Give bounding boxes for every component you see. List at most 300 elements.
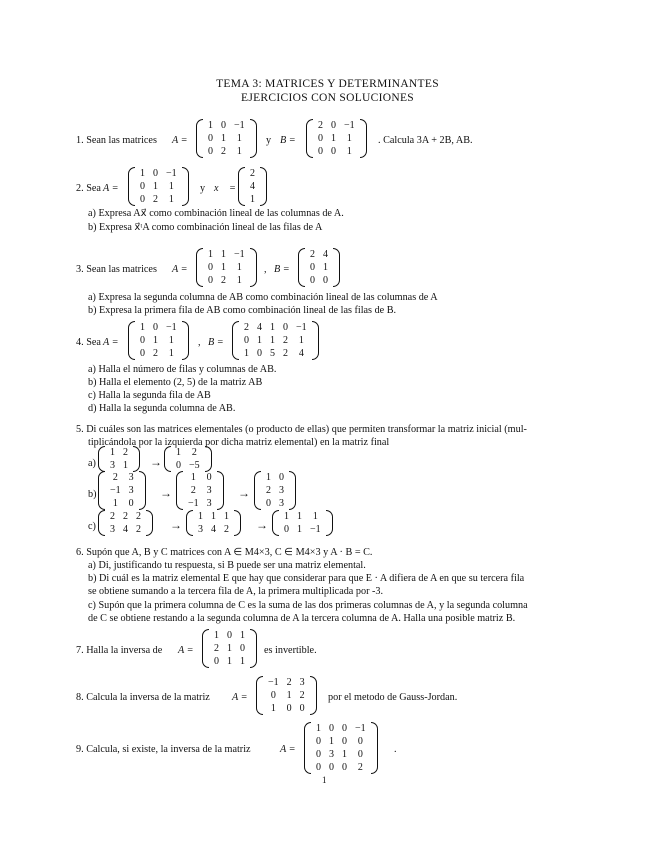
ex1-task: . Calcula 3A + 2B, AB. [378, 135, 473, 146]
matrix-entry: 4 [298, 348, 304, 359]
matrix-entry: 2 [123, 511, 128, 522]
ex7-matrix-a [202, 629, 257, 668]
ex5-statement-line2: tiplicándola por la izquierda por dicha matriz elemental) en la matriz final [88, 437, 390, 448]
matrix-entry: −1 [188, 498, 199, 509]
matrix-row [262, 484, 288, 497]
right-paren [289, 471, 296, 510]
matrix-row [204, 132, 249, 145]
left-paren [298, 248, 305, 287]
ex6-part-b-line1: b) Di cuál es la matriz elemental E que hay que considerar para que E · A difiera de A en que su tercera fila [88, 573, 525, 584]
matrix-grid [240, 321, 311, 360]
matrix-entry: 0 [153, 168, 158, 179]
matrix-entry: 0 [153, 322, 158, 333]
matrix-entry: 3 [206, 498, 212, 509]
matrix-entry: 0 [206, 472, 212, 483]
ex2-and: y [200, 183, 206, 194]
matrix-entry: 1 [316, 723, 321, 734]
ex5-b-initial-matrix [98, 471, 146, 510]
ex2-matrix-a [128, 167, 189, 206]
right-paren [333, 248, 340, 287]
matrix-entry: −1 [355, 723, 366, 734]
matrix-entry: 3 [110, 460, 115, 471]
matrix-entry: 0 [266, 498, 271, 509]
right-paren [312, 321, 319, 360]
matrix-entry: 0 [299, 703, 305, 714]
right-paren [234, 510, 241, 536]
ex6-statement: 6. Supón que A, B y C matrices con A ∈ M4×3, C ∈ M4×3 y A · B = C. [76, 547, 373, 558]
matrix-grid [314, 119, 359, 158]
ex2-part-b: b) Expresa x⃗ᵗA como combinación lineal de las filas de A [88, 222, 323, 233]
ex5-c-middle-matrix [186, 510, 241, 536]
matrix-entry: 2 [112, 472, 118, 483]
ex4-b-label: B = [208, 337, 224, 348]
ex8-a-label: A = [232, 692, 248, 703]
left-paren [196, 119, 203, 158]
matrix-entry: 1 [270, 322, 275, 333]
matrix-entry: 2 [224, 524, 229, 535]
matrix-entry: 2 [318, 120, 323, 131]
matrix-entry: 1 [329, 736, 334, 747]
matrix-entry: 1 [236, 133, 242, 144]
matrix-row [240, 347, 311, 360]
ex3-a-label: A = [172, 264, 188, 275]
matrix-entry: 2 [283, 335, 288, 346]
matrix-entry: 0 [257, 348, 262, 359]
left-paren [254, 471, 261, 510]
matrix-grid [106, 446, 132, 472]
matrix-row [280, 523, 325, 536]
matrix-entry: 2 [191, 447, 197, 458]
matrix-entry: 1 [331, 133, 336, 144]
right-paren [371, 722, 378, 774]
matrix-entry: 1 [198, 511, 203, 522]
left-paren [238, 167, 245, 206]
matrix-entry: 0 [310, 275, 315, 286]
matrix-grid [136, 321, 181, 360]
ex4-intro: 4. Sea [76, 337, 101, 348]
ex6-part-c-line2: de C se obtiene restando a la segunda columna de A la tercera columna de A. Halla una posible matriz B. [88, 613, 516, 624]
matrix-entry: 2 [214, 643, 219, 654]
matrix-entry: 0 [227, 630, 232, 641]
ex1-a-label: A = [172, 135, 188, 146]
matrix-entry: 1 [168, 348, 174, 359]
ex5-a-initial-matrix [98, 446, 140, 472]
ex5-c-final-matrix [272, 510, 333, 536]
ex3-intro: 3. Sean las matrices [76, 264, 157, 275]
matrix-entry: 1 [221, 262, 226, 273]
matrix-row [264, 702, 309, 715]
matrix-grid [184, 471, 216, 510]
matrix-entry: 0 [208, 146, 213, 157]
left-paren [98, 446, 105, 472]
matrix-entry: 4 [323, 249, 328, 260]
ex9-a-label: A = [280, 744, 296, 755]
matrix-grid [204, 119, 249, 158]
matrix-entry: 0 [244, 335, 249, 346]
ex9-period: . [394, 744, 397, 755]
matrix-entry: 0 [221, 120, 226, 131]
matrix-entry: 1 [323, 262, 328, 273]
matrix-row [172, 446, 204, 459]
matrix-row [210, 642, 249, 655]
matrix-entry: 0 [284, 524, 289, 535]
matrix-entry: 1 [140, 322, 145, 333]
matrix-row [312, 735, 370, 748]
right-paren [250, 119, 257, 158]
matrix-entry: 0 [208, 133, 213, 144]
right-paren [139, 471, 146, 510]
ex8-intro: 8. Calcula la inversa de la matriz [76, 692, 210, 703]
matrix-row [306, 261, 332, 274]
right-paren [250, 248, 257, 287]
matrix-row [204, 145, 249, 158]
matrix-grid [136, 167, 181, 206]
matrix-row [194, 510, 233, 523]
matrix-entry: 2 [221, 146, 226, 157]
matrix-grid [172, 446, 204, 472]
matrix-entry: −1 [296, 322, 307, 333]
matrix-entry: 2 [110, 511, 115, 522]
ex5-c-arrow-2: → [256, 518, 268, 532]
matrix-entry: 3 [329, 749, 334, 760]
matrix-entry: 3 [279, 498, 284, 509]
matrix-row [204, 119, 249, 132]
matrix-entry: 2 [299, 690, 305, 701]
matrix-row [106, 523, 145, 536]
matrix-entry: 1 [240, 630, 245, 641]
matrix-entry: −1 [110, 485, 121, 496]
ex4-a-label: A = [103, 337, 119, 348]
matrix-entry: −1 [310, 524, 321, 535]
matrix-entry: 3 [110, 524, 115, 535]
left-paren [176, 471, 183, 510]
matrix-row [136, 193, 181, 206]
matrix-entry: 0 [176, 460, 181, 471]
matrix-row [106, 510, 145, 523]
matrix-entry: 3 [206, 485, 212, 496]
ex7-task: es invertible. [264, 645, 317, 656]
ex8-matrix-a [256, 676, 317, 715]
ex5-statement-line1: 5. Di cuáles son las matrices elementales (o producto de ellas) que permiten transformar la matriz inicial (mul- [76, 424, 527, 435]
right-paren [133, 446, 140, 472]
right-paren [182, 321, 189, 360]
matrix-entry: 3 [299, 677, 305, 688]
matrix-entry: −1 [166, 322, 177, 333]
matrix-entry: −1 [234, 120, 245, 131]
matrix-row [106, 471, 138, 484]
matrix-entry: 0 [331, 120, 336, 131]
matrix-entry: 2 [153, 348, 158, 359]
matrix-entry: 0 [140, 181, 145, 192]
matrix-entry: 1 [221, 249, 226, 260]
matrix-row [262, 471, 288, 484]
left-paren [164, 446, 171, 472]
matrix-row [106, 497, 138, 510]
left-paren [306, 119, 313, 158]
left-paren [196, 248, 203, 287]
matrix-entry: 2 [136, 524, 141, 535]
matrix-entry: 0 [270, 690, 276, 701]
matrix-entry: 0 [316, 762, 321, 773]
ex6-part-a: a) Di, justificando tu respuesta, si B puede ser una matriz elemental. [88, 560, 366, 571]
matrix-row [246, 180, 259, 193]
matrix-entry: 0 [310, 262, 315, 273]
ex4-matrix-a [128, 321, 189, 360]
matrix-entry: 1 [286, 690, 292, 701]
ex3-part-a: a) Expresa la segunda columna de AB como combinación lineal de las columnas de A [88, 292, 438, 303]
matrix-entry: 0 [140, 335, 145, 346]
ex2-x-label: x⃗ = [214, 183, 236, 194]
matrix-grid [246, 167, 259, 206]
matrix-grid [194, 510, 233, 536]
left-paren [202, 629, 209, 668]
matrix-entry: 0 [329, 723, 334, 734]
matrix-entry: 1 [270, 335, 275, 346]
matrix-row [136, 347, 181, 360]
matrix-entry: 0 [342, 723, 347, 734]
matrix-entry: 0 [240, 643, 245, 654]
right-paren [260, 167, 267, 206]
left-paren [98, 510, 105, 536]
matrix-entry: 2 [136, 511, 141, 522]
ex7-intro: 7. Halla la inversa de [76, 645, 163, 656]
matrix-row [184, 471, 216, 484]
ex1-intro: 1. Sean las matrices [76, 135, 157, 146]
left-paren [272, 510, 279, 536]
matrix-entry: 1 [236, 275, 242, 286]
left-paren [128, 167, 135, 206]
ex8-task: por el metodo de Gauss-Jordan. [328, 692, 458, 703]
matrix-row [106, 484, 138, 497]
matrix-row [246, 167, 259, 180]
matrix-row [210, 655, 249, 668]
matrix-row [106, 446, 132, 459]
ex5-b-final-matrix [254, 471, 296, 510]
matrix-entry: 2 [250, 168, 255, 179]
matrix-grid [312, 722, 370, 774]
matrix-entry: 0 [316, 749, 321, 760]
matrix-row [306, 248, 332, 261]
matrix-grid [262, 471, 288, 510]
matrix-entry: 0 [140, 348, 145, 359]
matrix-entry: 1 [297, 524, 302, 535]
matrix-entry: 1 [236, 262, 242, 273]
ex9-matrix-a [304, 722, 378, 774]
right-paren [310, 676, 317, 715]
ex4-part-c: c) Halla la segunda fila de AB [88, 390, 211, 401]
matrix-row [280, 510, 325, 523]
ex4-matrix-b [232, 321, 319, 360]
ex6-part-b-line2: se obtiene sumando a la tercera fila de A, la primera multiplicada por -3. [88, 586, 384, 597]
matrix-row [210, 629, 249, 642]
matrix-row [204, 248, 249, 261]
matrix-entry: 2 [283, 348, 288, 359]
matrix-row [204, 274, 249, 287]
matrix-row [136, 180, 181, 193]
matrix-entry: 1 [123, 460, 128, 471]
ex5-c-arrow-1: → [170, 518, 182, 532]
matrix-entry: 1 [153, 335, 158, 346]
matrix-entry: 1 [227, 643, 232, 654]
matrix-entry: −1 [166, 168, 177, 179]
matrix-entry: 3 [198, 524, 203, 535]
matrix-grid [210, 629, 249, 668]
matrix-entry: −1 [344, 120, 355, 131]
matrix-entry: 1 [190, 472, 196, 483]
matrix-entry: 1 [211, 511, 216, 522]
ex5-b-arrow-1: → [160, 486, 172, 500]
matrix-entry: 0 [331, 146, 336, 157]
matrix-entry: 1 [346, 146, 352, 157]
matrix-entry: 1 [208, 120, 213, 131]
matrix-row [136, 334, 181, 347]
ex5-a-arrow: → [150, 455, 162, 469]
left-paren [256, 676, 263, 715]
matrix-row [240, 321, 311, 334]
matrix-entry: 2 [310, 249, 315, 260]
matrix-entry: 1 [214, 630, 219, 641]
matrix-row [240, 334, 311, 347]
matrix-row [262, 497, 288, 510]
ex2-vector-x [238, 167, 267, 206]
left-paren [186, 510, 193, 536]
left-paren [98, 471, 105, 510]
ex5-c-initial-matrix [98, 510, 153, 536]
matrix-entry: 1 [153, 181, 158, 192]
matrix-entry: 1 [266, 472, 271, 483]
ex3-matrix-a [196, 248, 257, 287]
matrix-entry: 0 [208, 275, 213, 286]
matrix-row [314, 132, 359, 145]
matrix-entry: 4 [250, 181, 255, 192]
matrix-grid [306, 248, 332, 287]
right-paren [360, 119, 367, 158]
ex2-part-a: a) Expresa Ax⃗ como combinación lineal de las columnas de A. [88, 208, 344, 219]
matrix-entry: 4 [257, 322, 262, 333]
ex5-b-arrow-2: → [238, 486, 250, 500]
matrix-entry: −5 [189, 460, 200, 471]
matrix-entry: 1 [240, 656, 245, 667]
matrix-entry: 0 [283, 322, 288, 333]
ex3-comma: , [264, 264, 267, 275]
matrix-entry: 1 [312, 511, 318, 522]
matrix-row [136, 321, 181, 334]
right-paren [205, 446, 212, 472]
matrix-entry: 1 [112, 498, 118, 509]
matrix-row [246, 193, 259, 206]
ex5-part-b-label: b) [88, 489, 97, 500]
matrix-entry: 3 [279, 485, 284, 496]
matrix-entry: 1 [244, 348, 249, 359]
document-subtitle: EJERCICIOS CON SOLUCIONES [241, 92, 414, 104]
ex2-a-label: A = [103, 183, 119, 194]
matrix-entry: 1 [250, 194, 255, 205]
matrix-entry: 1 [110, 447, 115, 458]
right-paren [182, 167, 189, 206]
left-paren [128, 321, 135, 360]
ex4-part-a: a) Halla el número de filas y columnas de AB. [88, 364, 277, 375]
matrix-entry: 0 [342, 736, 347, 747]
matrix-entry: 2 [123, 447, 128, 458]
matrix-row [204, 261, 249, 274]
matrix-entry: 0 [342, 762, 347, 773]
matrix-entry: 0 [279, 472, 284, 483]
left-paren [304, 722, 311, 774]
ex3-b-label: B = [274, 264, 290, 275]
matrix-entry: 0 [214, 656, 219, 667]
matrix-entry: 2 [266, 485, 271, 496]
matrix-entry: −1 [234, 249, 245, 260]
ex1-b-label: B = [280, 135, 296, 146]
matrix-grid [264, 676, 309, 715]
matrix-entry: 1 [208, 249, 213, 260]
matrix-row [312, 722, 370, 735]
matrix-entry: 0 [357, 749, 363, 760]
matrix-entry: 0 [316, 736, 321, 747]
page-number: 1 [322, 775, 327, 785]
ex1-and: y [266, 135, 272, 146]
matrix-entry: 2 [357, 762, 363, 773]
right-paren [217, 471, 224, 510]
matrix-entry: 0 [208, 262, 213, 273]
ex4-comma: , [198, 337, 201, 348]
matrix-entry: 1 [236, 146, 242, 157]
matrix-row [184, 497, 216, 510]
ex5-a-final-matrix [164, 446, 212, 472]
matrix-row [264, 689, 309, 702]
ex5-part-a-label: a) [88, 458, 96, 469]
matrix-row [264, 676, 309, 689]
matrix-entry: 3 [128, 485, 134, 496]
matrix-entry: 0 [329, 762, 334, 773]
matrix-row [194, 523, 233, 536]
matrix-entry: 1 [168, 335, 174, 346]
document-title: TEMA 3: MATRICES Y DETERMINANTES [216, 78, 439, 90]
matrix-entry: 0 [318, 146, 323, 157]
matrix-row [136, 167, 181, 180]
matrix-entry: 1 [257, 335, 262, 346]
matrix-row [312, 748, 370, 761]
matrix-entry: 1 [270, 703, 276, 714]
ex2-intro: 2. Sea [76, 183, 101, 194]
ex4-part-b: b) Halla el elemento (2, 5) de la matriz AB [88, 377, 263, 388]
matrix-entry: 2 [153, 194, 158, 205]
matrix-entry: 1 [140, 168, 145, 179]
matrix-row [184, 484, 216, 497]
matrix-entry: −1 [268, 677, 279, 688]
matrix-entry: 1 [297, 511, 302, 522]
matrix-grid [204, 248, 249, 287]
matrix-grid [106, 471, 138, 510]
right-paren [326, 510, 333, 536]
matrix-entry: 2 [286, 677, 292, 688]
matrix-entry: 2 [190, 485, 196, 496]
matrix-entry: 4 [211, 524, 216, 535]
ex9-intro: 9. Calcula, si existe, la inversa de la matriz [76, 744, 251, 755]
matrix-entry: 1 [284, 511, 289, 522]
matrix-entry: 1 [342, 749, 347, 760]
ex1-matrix-a [196, 119, 257, 158]
ex4-part-d: d) Halla la segunda columna de AB. [88, 403, 236, 414]
ex3-matrix-b [298, 248, 340, 287]
matrix-row [314, 119, 359, 132]
matrix-entry: 0 [357, 736, 363, 747]
matrix-entry: 1 [176, 447, 181, 458]
matrix-entry: 1 [298, 335, 304, 346]
matrix-entry: 4 [123, 524, 128, 535]
matrix-grid [106, 510, 145, 536]
matrix-entry: 0 [286, 703, 292, 714]
